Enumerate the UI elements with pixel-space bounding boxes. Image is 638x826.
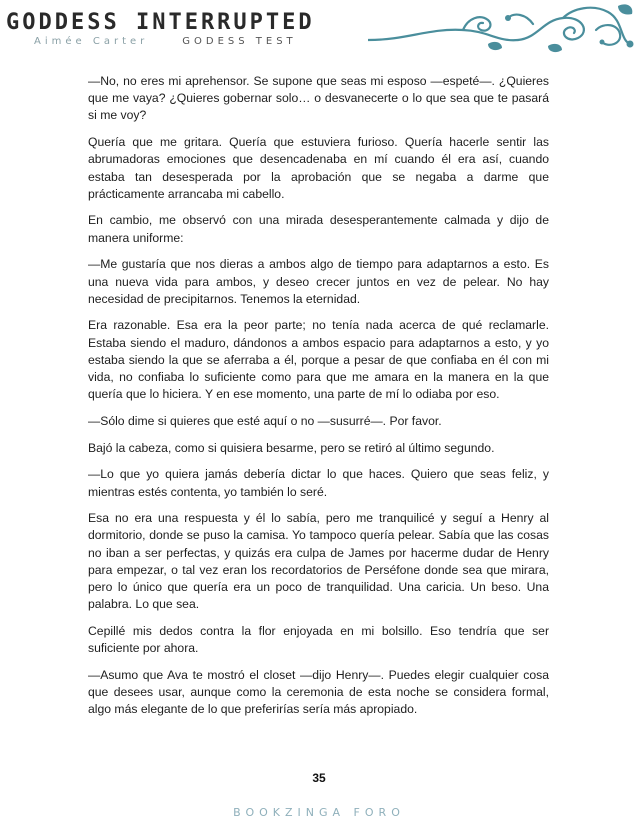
paragraph: Bajó la cabeza, como si quisiera besarme, pero se retiró al último segundo. <box>88 440 495 455</box>
book-title: GODDESS INTERRUPTED <box>6 10 315 35</box>
page-body <box>88 73 549 728</box>
paragraph: Quería que me gritara. Quería que estuviera furioso. Quería hacerle sentir las abrumadoras emociones que desencadenaba en mí cuando él era así, cuando estaba tan desesperada por la aprobación que se negaba a darme que prácticamente arrancaba mi cabello. <box>88 135 549 201</box>
series-name: GODESS TEST <box>182 36 297 47</box>
paragraph: —Me gustaría que nos dieras a ambos algo de tiempo para adaptarnos a esto. Es una nueva vida para ambos, y deseo crecer juntos en vez de pelear. No hay necesidad de precipitarnos. Tenemos la eternidad. <box>88 257 549 306</box>
paragraph: Era razonable. Esa era la peor parte; no tenía nada acerca de qué reclamarle. Estaba siendo el maduro, dándonos a ambos espacio para adaptarnos a esto, y yo estaba siendo la que se aferraba a él, porque a pesar de que confiaba en él con mi vida, no confiaba lo suficiente como para que me amara en la manera en la que quería que lo hiciera. Y en ese momento, una parte de mí lo odiaba por eso. <box>88 318 549 402</box>
paragraph: Cepillé mis dedos contra la flor enjoyada en mi bolsillo. Eso tendría que ser suficiente por ahora. <box>88 623 549 656</box>
subtitle-row <box>34 36 297 47</box>
paragraph: —No, no eres mi aprehensor. Se supone que seas mi esposo —espeté—. ¿Quieres que me vaya? ¿Quieres gobernar solo… o desvanecerte o lo que sea que te pasará si me voy? <box>88 74 549 123</box>
footer-credit: BOOKZINGA FORO <box>233 806 405 819</box>
author-name: Aimée Carter <box>34 36 149 47</box>
swirl-ornament-icon <box>368 0 638 58</box>
page-header <box>0 0 638 60</box>
paragraph: —Sólo dime si quieres que esté aquí o no —susurré—. Por favor. <box>88 413 442 428</box>
paragraph: —Asumo que Ava te mostró el closet —dijo Henry—. Puedes elegir cualquier cosa que desees usar, aunque como la ceremonia de esta noche se considera formal, algo más elegante de lo que preferirías sería más apropiado. <box>88 667 549 717</box>
paragraph: En cambio, me observó con una mirada desesperantemente calmada y dijo de manera uniforme: <box>88 213 549 245</box>
paragraph: Esa no era una respuesta y él lo sabía, pero me tranquilicé y seguí a Henry al dormitorio, donde se puso la camisa. Yo tampoco quería pelear. Sabía que las cosas no iban a ser perfectas, y quizás era culpa de James por hacerme dudar de Henry para empezar, o tal vez eran los recordatorios de Perséfone donde sea que mirara, pero lo único que quería era un poco de tranquilidad. Una caricia. Un beso. Una palabra. Lo que sea. <box>88 511 549 612</box>
paragraph: —Lo que yo quiera jamás debería dictar lo que haces. Quiero que seas feliz, y mientras estés contenta, yo también lo seré. <box>88 467 549 499</box>
page-number: 35 <box>312 771 326 785</box>
